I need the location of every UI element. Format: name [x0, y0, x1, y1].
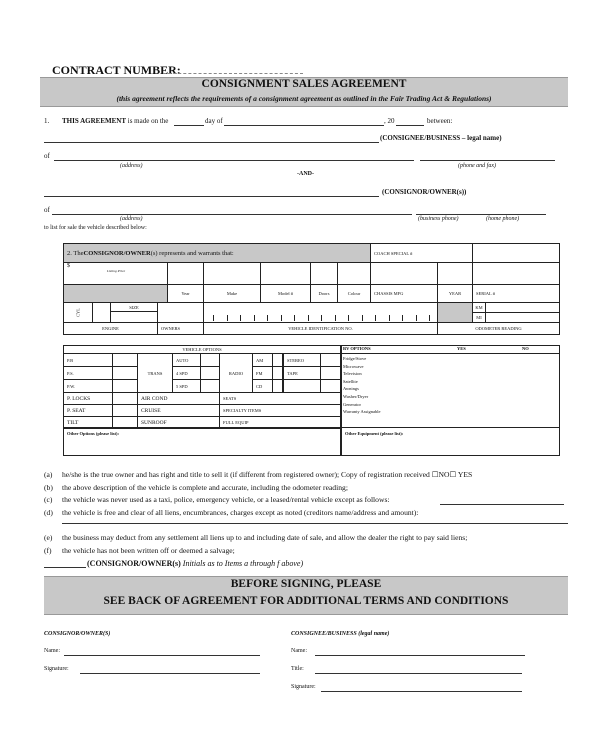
address-caption: (address) [120, 216, 143, 222]
phone-fax-caption: (phone and fax) [458, 163, 496, 169]
rv-options-title: RV OPTIONS [343, 346, 371, 351]
vin-digit-tick [321, 315, 322, 321]
name-label: Name: [44, 648, 60, 654]
listing-price-cell[interactable] [63, 262, 168, 285]
consignee-name-input[interactable] [315, 655, 525, 656]
listing-price-caption: Listing Price [107, 269, 126, 273]
address-caption: (address) [120, 163, 143, 169]
other-equipment-field[interactable]: Other Equipment (please list): [340, 427, 560, 456]
audio-blank-label [283, 379, 321, 393]
consignee-signature-title: CONSIGNEE/BUSINESS (legal name) [291, 631, 390, 637]
year-field[interactable] [396, 125, 424, 126]
exceptions-field[interactable] [440, 504, 564, 505]
text: between: [427, 117, 453, 125]
consignee-phone-fax-field[interactable] [420, 160, 555, 161]
vin-digit-tick [267, 315, 268, 321]
day-field[interactable] [174, 125, 204, 126]
radio-fm-label: FM [252, 366, 273, 380]
vin-digit-tick [429, 315, 430, 321]
trans-auto-label: AUTO [172, 353, 201, 367]
owners-value[interactable] [157, 302, 204, 323]
rv-yes-header: YES [457, 346, 466, 351]
col-model: Model # [260, 284, 311, 303]
consignor-signature-input[interactable] [80, 673, 260, 674]
text: day of [205, 117, 223, 125]
gray-cell [437, 302, 473, 323]
clause-text: the vehicle was never used as a taxi, police, emergency vehicle, or a leased/rental vehicle except as follows: [62, 495, 390, 504]
rv-option-item[interactable]: Washer/Dryer [343, 394, 369, 399]
rv-option-item[interactable]: Television [343, 371, 362, 377]
text: is made on the [127, 117, 169, 125]
vin-digit-tick [294, 315, 295, 321]
vin-digit-tick [213, 315, 214, 321]
list-text: to list for sale the vehicle described below: [44, 225, 147, 231]
vin-digit-tick [402, 315, 403, 321]
vin-label: VEHICLE IDENTIFICATION NO. [203, 322, 438, 335]
text: CONSIGNOR/OWNER [83, 249, 151, 257]
home-phone-caption: (home phone) [486, 216, 520, 222]
option-fullequip-field[interactable]: FULL EQUIP [219, 416, 341, 429]
trans-4spd-checkbox[interactable] [200, 366, 220, 380]
rv-options-body [340, 353, 560, 428]
initials-bold: (CONSIGNOR/OWNER(s) [87, 559, 181, 568]
radio-label: RADIO [219, 353, 253, 393]
chassis-year-value[interactable] [437, 262, 473, 285]
of-label: of [44, 152, 50, 160]
contract-number-label: CONTRACT NUMBER: [52, 63, 181, 77]
cyl-value[interactable] [92, 302, 111, 323]
vin-digit-tick [375, 315, 376, 321]
option-pb-label: P.B [63, 353, 113, 367]
consignee-address-field[interactable] [54, 160, 414, 161]
trans-4spd-label: 4 SPD [172, 366, 201, 380]
option-pseat-label: P. SEAT [63, 404, 113, 417]
initials-field[interactable] [44, 567, 86, 568]
consignee-signature-input[interactable] [321, 691, 522, 692]
rv-option-item[interactable]: Awnings [343, 386, 359, 392]
radio-am-label: AM [252, 353, 273, 367]
notice-line-2: SEE BACK OF AGREEMENT FOR ADDITIONAL TERMS AND CONDITIONS [103, 595, 509, 607]
other-options-field[interactable]: Other Options (please list): [63, 427, 341, 456]
clause-text: the vehicle has not been written off or deemed a salvage; [62, 545, 235, 555]
consignor-label: (CONSIGNOR/OWNER(s)) [382, 188, 467, 196]
text: , 20 [384, 117, 395, 125]
vin-digit-tick [240, 315, 241, 321]
contract-number-field[interactable] [163, 73, 303, 74]
initials-italic: Initials as to Items a through f above) [180, 559, 304, 568]
colour-value[interactable] [337, 262, 371, 285]
consignor-phone-field[interactable] [416, 214, 546, 215]
vin-digit-tick [281, 315, 282, 321]
make-value[interactable] [203, 262, 261, 285]
rv-option-item[interactable]: Fridge/Stove [343, 356, 367, 361]
option-ps-checkbox[interactable] [112, 366, 138, 380]
consignor-name-field[interactable] [44, 196, 379, 197]
col-serial: SERIAL # [472, 284, 560, 303]
option-pb-checkbox[interactable] [112, 353, 138, 367]
section-number: 1. [44, 117, 50, 125]
vin-digit-tick [254, 315, 255, 321]
option-cruise-label: CRUISE [137, 404, 220, 417]
clause-text: the above description of the vehicle is complete and accurate, including the odometer reading; [62, 482, 348, 492]
vehicle-table-header [63, 243, 371, 263]
rv-no-header: NO [522, 346, 529, 351]
text: (s) represents and warrants that: [150, 249, 234, 257]
consignor-signature-title: CONSIGNOR/OWNER(S) [44, 631, 111, 637]
gray-cell [63, 284, 168, 303]
clause-letter: (f) [44, 545, 52, 555]
consignee-title-input[interactable] [315, 673, 522, 674]
liens-field[interactable] [62, 523, 568, 524]
notice-line-1: BEFORE SIGNING, PLEASE [230, 578, 382, 590]
vin-digit-tick [389, 315, 390, 321]
trans-5spd-checkbox[interactable] [200, 379, 220, 393]
and-label: -AND- [297, 171, 314, 177]
col-colour: Colour [337, 284, 371, 303]
rv-option-item[interactable]: Satellite [343, 378, 358, 384]
km-label: KM [472, 302, 486, 313]
col-chassis: CHASSIS MFG [370, 284, 438, 303]
vehicle-options-title: VEHICLE OPTIONS [63, 345, 341, 354]
text: 2. The [67, 249, 84, 257]
vin-digit-tick [308, 315, 309, 321]
trans-label: TRANS [137, 353, 173, 393]
option-pw-label: P.W. [63, 379, 113, 393]
option-pw-checkbox[interactable] [112, 379, 138, 393]
consignor-name-input[interactable] [64, 655, 260, 656]
vin-digit-tick [416, 315, 417, 321]
consignor-address-field[interactable] [52, 214, 412, 215]
odometer-label: ODOMETER READING [437, 322, 560, 335]
clause-letter: (e) [44, 533, 53, 542]
option-aircond-label: AIR COND [137, 392, 220, 405]
of-label: of [44, 206, 50, 214]
clause-letter: (b) [44, 482, 53, 492]
page-title: CONSIGNMENT SALES AGREEMENT [201, 78, 407, 90]
coach-special-value[interactable] [472, 243, 560, 263]
doors-value[interactable] [310, 262, 338, 285]
month-field[interactable] [224, 125, 384, 126]
name-label: Name: [291, 648, 307, 654]
rv-option-item[interactable]: Microwave [343, 363, 364, 369]
subtitle: (this agreement reflects the requirements of a consignment agreement as outlined in the Fair Trading Act & Regulations) [116, 94, 492, 103]
title-label: Title: [291, 666, 304, 672]
vin-digit-tick [348, 315, 349, 321]
option-sunroof-label: SUNROOF [137, 416, 220, 429]
option-plocks-label: P. LOCKS [63, 392, 113, 405]
vin-digit-tick [362, 315, 363, 321]
cyl-label: CYL [63, 302, 93, 323]
trans-auto-checkbox[interactable] [200, 353, 220, 367]
audio-blank-checkbox[interactable] [320, 379, 341, 393]
consignee-name-field[interactable] [44, 142, 379, 143]
audio-tape-label: TAPE [283, 366, 321, 380]
clause-text: he/she is the true owner and has right and title to sell it (if different from registered owner); Copy of registration received ☐NO☐ YES [62, 470, 473, 479]
business-phone-caption: (business phone) [418, 216, 459, 222]
engine-label: ENGINE [63, 322, 158, 335]
vin-digit-tick [227, 315, 228, 321]
clause-text: the business may deduct from any settlement all liens up to and including date of sale, and allow the dealer the right to pay said liens; [62, 533, 468, 542]
audio-stereo-label: STEREO [283, 353, 321, 367]
option-ps-label: P.S. [63, 366, 113, 380]
chassis-value[interactable] [370, 262, 438, 285]
audio-tape-checkbox[interactable] [320, 366, 341, 380]
clause-letter: (c) [44, 495, 53, 504]
model-value[interactable] [260, 262, 311, 285]
audio-stereo-checkbox[interactable] [320, 353, 341, 367]
option-specialty-field[interactable]: SPECIALTY ITEMS [219, 404, 341, 417]
col-make: Make [203, 284, 261, 303]
clause-letter: (d) [44, 507, 53, 517]
dollar-sign: $ [67, 263, 70, 269]
serial-value[interactable] [472, 262, 560, 285]
trans-5spd-label: 5 SPD [172, 379, 201, 393]
option-seats-field[interactable]: SEATS [219, 392, 341, 405]
vin-digit-tick [335, 315, 336, 321]
clause-text: the vehicle is free and clear of all liens, encumbrances, charges except as noted (creditors name/address and amount): [62, 507, 419, 517]
signature-label: Signature: [291, 684, 316, 690]
radio-cd-label: CD [252, 379, 273, 393]
rv-option-item[interactable]: Warranty Assignable [343, 409, 381, 415]
year-value[interactable] [167, 262, 204, 285]
owners-label: OWNERS [157, 322, 204, 335]
consignee-label: (CONSIGNEE/BUSINESS – legal name) [380, 134, 502, 142]
col-doors: Doors [310, 284, 338, 303]
clause-letter: (a) [44, 470, 53, 479]
coach-special-cell[interactable]: COACH SPECIAL # [370, 243, 473, 263]
option-tilt-label: TILT [63, 416, 113, 429]
col-chassis-year: YEAR [437, 284, 473, 303]
signature-label: Signature: [44, 666, 69, 672]
col-year: Year [167, 284, 204, 303]
size-label: SIZE [110, 302, 158, 312]
mi-label: MI [472, 312, 486, 323]
agreement-bold: THIS AGREEMENT [62, 117, 126, 125]
rv-option-item[interactable]: Generator [343, 401, 361, 407]
